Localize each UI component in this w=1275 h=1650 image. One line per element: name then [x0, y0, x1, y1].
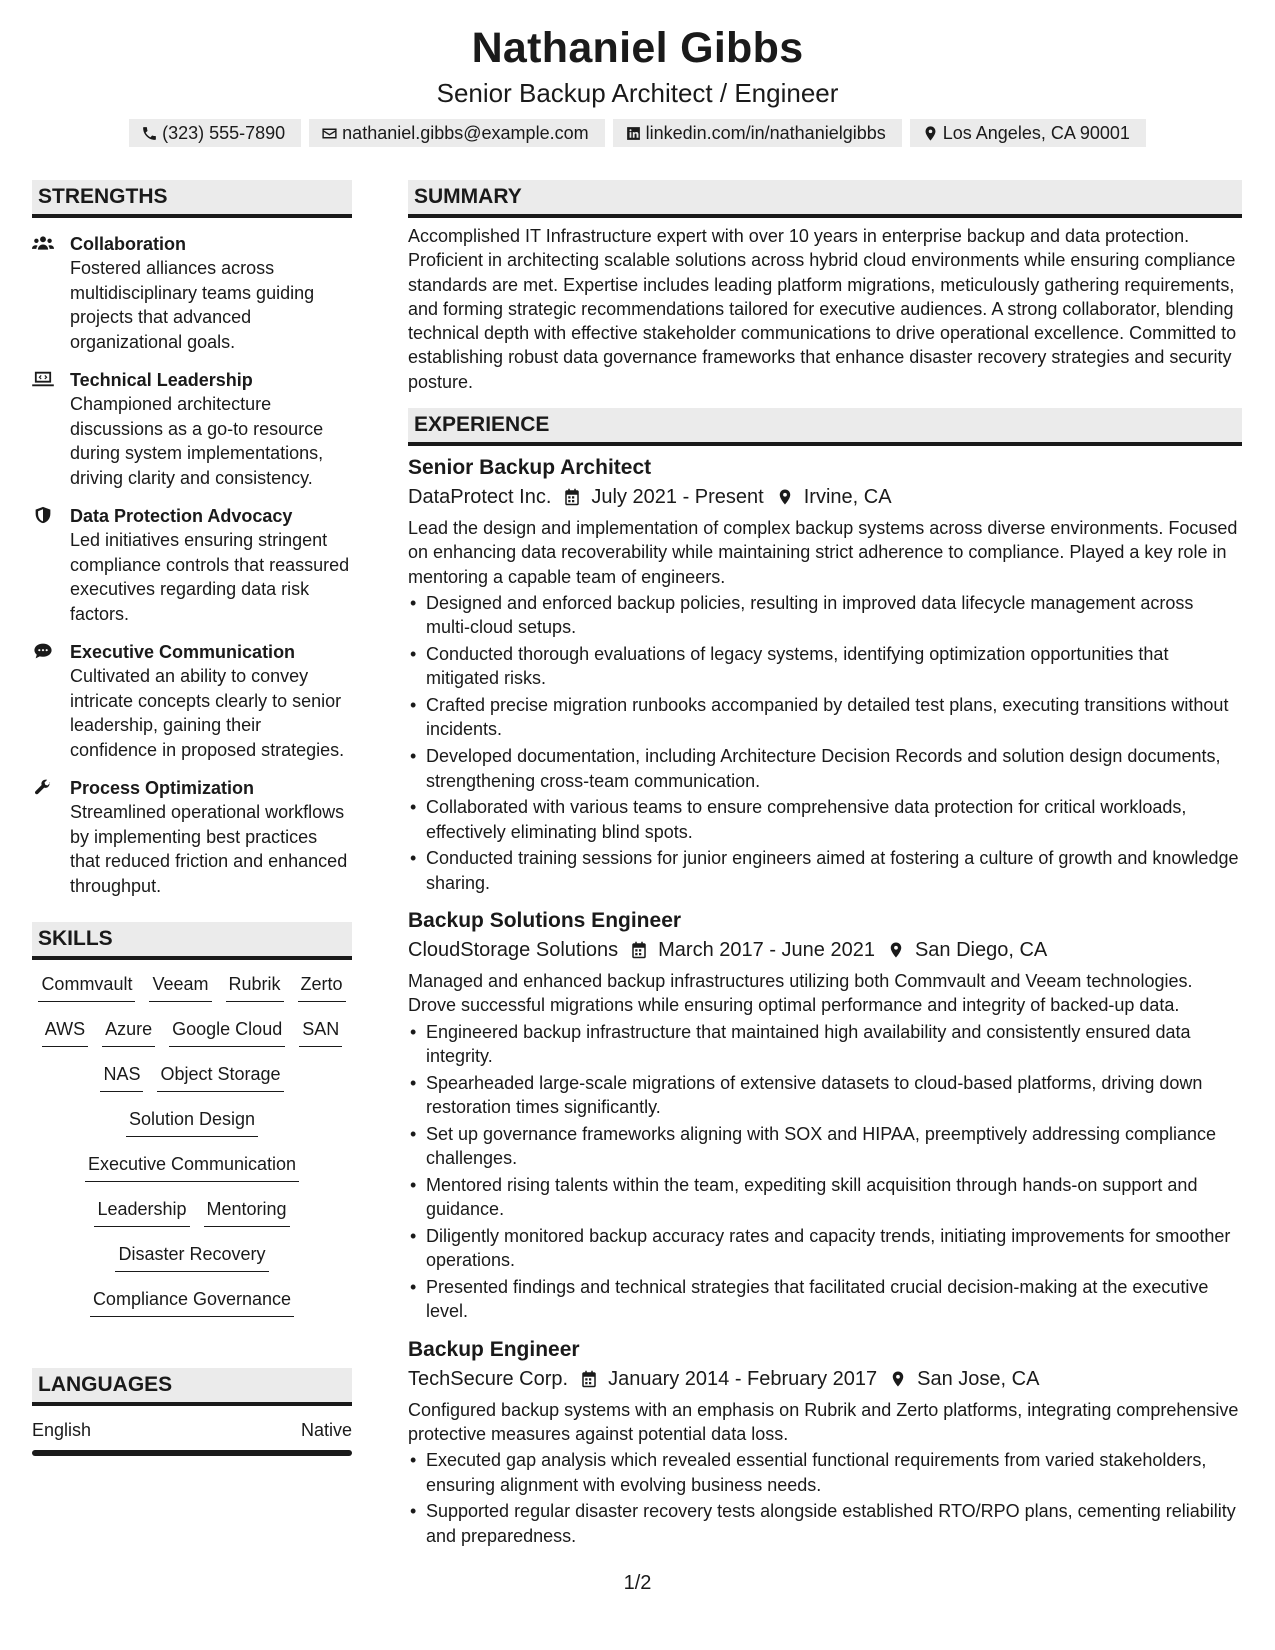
job-entry [408, 454, 1242, 895]
skill-row [32, 1197, 352, 1242]
job-title: Backup Solutions Engineer [408, 909, 682, 933]
job-meta [408, 482, 1242, 512]
linkedin-icon [625, 125, 642, 142]
job-bullet: • Supported regular disaster recovery tests alongside established RTO/RPO plans, cementing reliability and preparedness. [408, 1499, 1242, 1548]
job-dates: July 2021 - Present [591, 486, 764, 509]
page-number: 1/2 [623, 1572, 652, 1594]
users-icon [32, 234, 54, 252]
strength-title: Executive Communication [70, 642, 296, 662]
map-marker-icon [889, 1370, 907, 1388]
phone-icon [141, 125, 158, 142]
job-bullet: • Collaborated with various teams to ensure comprehensive data protection for critical workloads, effectively eliminating blind spots. [408, 795, 1242, 844]
job-meta [408, 935, 1242, 965]
contact-bar [0, 119, 1275, 147]
strength-desc: Fostered alliances across multidisciplinary teams guiding projects that advanced organizational goals. [70, 258, 315, 352]
strength-item [32, 640, 352, 762]
experience-heading: EXPERIENCE [408, 408, 1242, 446]
skill-tag: Zerto [298, 972, 346, 1002]
job-bullet: • Engineered backup infrastructure that maintained high availability and consistently ensured data integrity. [408, 1020, 1242, 1069]
skill-row [32, 1062, 352, 1107]
skill-tag: Google Cloud [169, 1017, 285, 1047]
job-bullet: • Developed documentation, including Architecture Decision Records and solution design documents, strengthening cross-team communication. [408, 744, 1242, 793]
job-location: San Diego, CA [914, 939, 1048, 962]
right-column [408, 180, 1242, 1550]
skill-tag: Compliance Governance [90, 1287, 294, 1317]
job-bullet: • Conducted training sessions for junior engineers aimed at fostering a culture of growth and knowledge sharing. [408, 846, 1242, 895]
job-bullet: • Executed gap analysis which revealed essential functional requirements from varied stakeholders, ensuring alignment with evolving business needs. [408, 1448, 1242, 1497]
job-location: San Jose, CA [917, 1367, 1040, 1390]
candidate-title: Senior Backup Architect / Engineer [436, 78, 839, 108]
skill-tag: Rubrik [226, 972, 284, 1002]
skill-row [32, 1017, 352, 1062]
strength-desc: Streamlined operational workflows by implementing best practices that reduced friction and enhanced throughput. [70, 802, 348, 896]
language-level: Native [300, 1420, 352, 1440]
skill-tag: Object Storage [157, 1062, 283, 1092]
job-bullet: • Presented findings and technical strategies that facilitated crucial decision-making at the executive level. [408, 1275, 1242, 1324]
strength-desc: Championed architecture discussions as a go-to resource during system implementations, driving clarity and consistency. [70, 394, 324, 488]
language-row [32, 1418, 352, 1442]
job-company: TechSecure Corp. [408, 1367, 569, 1390]
job-title: Senior Backup Architect [408, 456, 652, 480]
skills-heading: SKILLS [32, 922, 352, 960]
skills-section [32, 922, 352, 1332]
strength-title: Data Protection Advocacy [70, 506, 293, 526]
laptop-code-icon [32, 370, 54, 388]
contact-email[interactable] [309, 119, 604, 147]
skill-tag: Leadership [94, 1197, 189, 1227]
job-bullets [408, 1020, 1242, 1324]
job-title: Backup Engineer [408, 1337, 580, 1361]
language-name: English [32, 1420, 92, 1440]
skill-row [32, 1287, 352, 1332]
strength-title: Technical Leadership [70, 370, 253, 390]
job-entry [408, 907, 1242, 1324]
job-bullet: • Set up governance frameworks aligning with SOX and HIPAA, preemptively addressing compliance challenges. [408, 1122, 1242, 1171]
skill-tag: Veeam [149, 972, 211, 1002]
job-location: Irvine, CA [803, 486, 892, 509]
calendar-icon [563, 488, 581, 506]
job-bullet: • Crafted precise migration runbooks accompanied by detailed test plans, executing transitions without incidents. [408, 693, 1242, 742]
job-company: DataProtect Inc. [408, 486, 552, 509]
job-bullets [408, 1448, 1242, 1548]
languages-section [32, 1368, 352, 1456]
contact-linkedin[interactable] [613, 119, 902, 147]
strength-item [32, 504, 352, 626]
comment-icon [32, 642, 54, 660]
skill-tag: Executive Communication [85, 1152, 299, 1182]
shield-icon [32, 506, 54, 524]
job-description: Managed and enhanced backup infrastructures utilizing both Commvault and Veeam technologies. Drove successful migrations while ensuring optimal performance and integrity of backed-up data. [408, 971, 1193, 1016]
skill-tag: Azure [102, 1017, 155, 1047]
job-bullets [408, 591, 1242, 895]
job-bullet: • Spearheaded large-scale migrations of extensive datasets to cloud-based platforms, driving down restoration times significantly. [408, 1071, 1242, 1120]
experience-section [408, 408, 1242, 1548]
strength-item [32, 776, 352, 898]
job-entry [408, 1336, 1242, 1548]
job-bullet: • Mentored rising talents within the team, expediting skill acquisition through hands-on support and guidance. [408, 1173, 1242, 1222]
skill-tag: Commvault [38, 972, 135, 1002]
skill-tag: SAN [299, 1017, 342, 1047]
contact-location [910, 119, 1146, 147]
envelope-icon [321, 125, 338, 142]
skill-row [32, 972, 352, 1017]
job-dates: January 2014 - February 2017 [608, 1367, 878, 1390]
skill-tag: Solution Design [126, 1107, 258, 1137]
strengths-heading: STRENGTHS [32, 180, 352, 218]
job-company: CloudStorage Solutions [408, 939, 619, 962]
skills-list [32, 960, 352, 1332]
summary-heading: SUMMARY [408, 180, 1242, 218]
job-dates: March 2017 - June 2021 [658, 939, 875, 962]
calendar-icon [580, 1370, 598, 1388]
contact-location-text: Los Angeles, CA 90001 [942, 122, 1130, 143]
contact-linkedin-text: linkedin.com/in/nathanielgibbs [645, 122, 886, 143]
skill-row [32, 1242, 352, 1287]
strength-desc: Cultivated an ability to convey intricate concepts clearly to senior leadership, gaining their confidence in proposed strategies. [70, 666, 345, 760]
job-bullet: • Designed and enforced backup policies, resulting in improved data lifecycle management across multi-cloud setups. [408, 591, 1242, 640]
skill-tag: NAS [100, 1062, 143, 1092]
job-description: Configured backup systems with an emphasis on Rubrik and Zerto platforms, integrating comprehensive protective measures against potential data loss. [408, 1399, 1239, 1444]
wrench-icon [32, 778, 54, 796]
skill-row [32, 1107, 352, 1152]
map-marker-icon [922, 125, 939, 142]
skill-row [32, 1152, 352, 1197]
contact-phone[interactable] [129, 119, 301, 147]
job-bullet: • Diligently monitored backup accuracy rates and capacity trends, initiating improvements for smoother operations. [408, 1224, 1242, 1273]
strength-item [32, 368, 352, 490]
job-meta [408, 1364, 1242, 1394]
languages-heading: LANGUAGES [32, 1368, 352, 1406]
language-proficiency-bar [32, 1450, 352, 1456]
strength-title: Process Optimization [70, 778, 255, 798]
job-description: Lead the design and implementation of complex backup systems across diverse environments. Focused on enhancing data recoverability while maintaining strict adherence to compliance. Played a key role in mentoring a capable team of engineers. [408, 518, 1238, 587]
left-column [32, 180, 352, 1456]
skill-tag: Mentoring [204, 1197, 290, 1227]
resume-header [0, 22, 1275, 147]
skill-tag: Disaster Recovery [115, 1242, 268, 1272]
candidate-name: Nathaniel Gibbs [471, 24, 804, 72]
strength-item [32, 232, 352, 354]
strength-title: Collaboration [70, 234, 186, 254]
job-bullet: • Conducted thorough evaluations of legacy systems, identifying optimization opportunities that mitigated risks. [408, 642, 1242, 691]
map-marker-icon [776, 488, 794, 506]
strength-desc: Led initiatives ensuring stringent compliance controls that reassured executives regarding data risk factors. [70, 530, 350, 624]
calendar-icon [630, 941, 648, 959]
skill-tag: AWS [42, 1017, 88, 1047]
contact-phone-text: (323) 555-7890 [162, 122, 286, 143]
contact-email-text: nathaniel.gibbs@example.com [342, 122, 589, 143]
map-marker-icon [887, 941, 905, 959]
summary-text: Accomplished IT Infrastructure expert with over 10 years in enterprise backup and data protection. Proficient in architecting scalable solutions across hybrid cloud environments while ensuring compliance standards are met. Expertise includes leading platform migrations, meticulously gathering requirements, and forming strategic recommendations tailored for executive audiences. A strong collaborator, blending technical depth with effective stakeholder communications to drive operational excellence. Committed to establishing robust data governance frameworks that enhance disaster recovery strategies and security posture. [408, 226, 1237, 392]
